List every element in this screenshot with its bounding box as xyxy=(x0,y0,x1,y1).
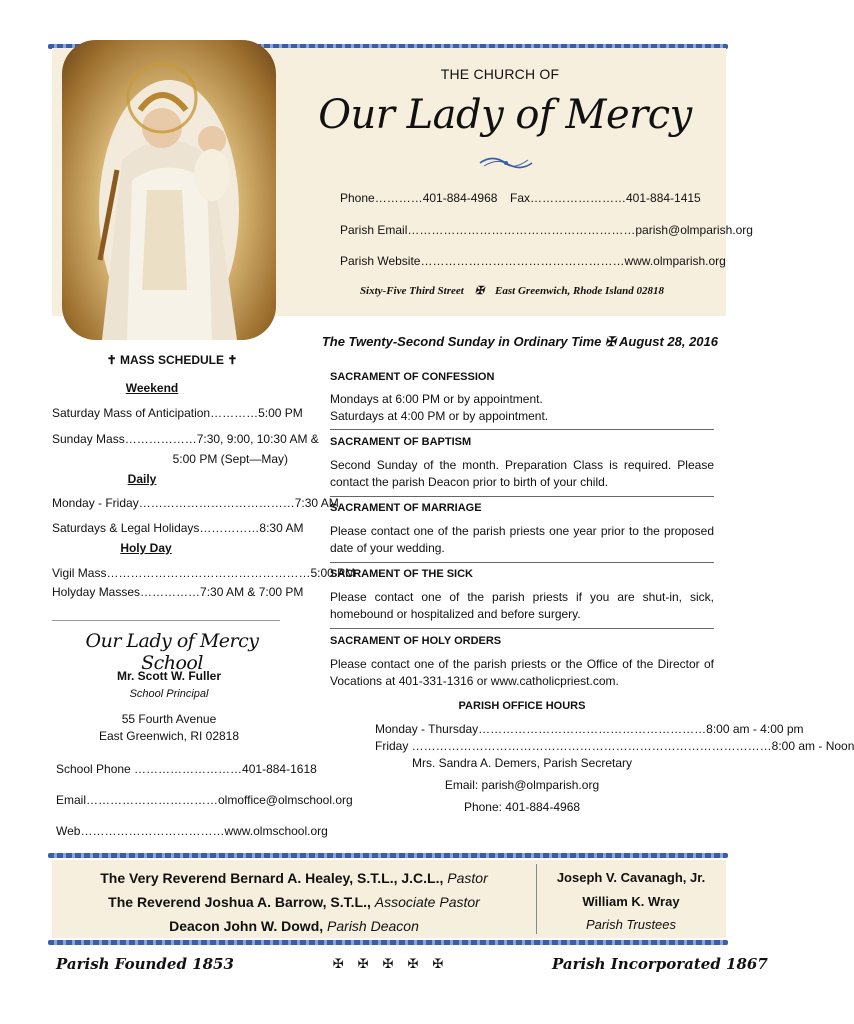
parish-founded: Parish Founded 1853 xyxy=(56,955,234,973)
weekend-heading: Weekend xyxy=(125,381,179,395)
sunday-mass-evening: 5:00 PM (Sept—May) xyxy=(172,452,288,466)
school-city: East Greenwich, RI 02818 xyxy=(98,729,240,743)
associate-role: Associate Pastor xyxy=(374,894,480,910)
daily-heading: Daily xyxy=(127,472,157,486)
deacon-line xyxy=(52,918,536,934)
marriage-heading: SACRAMENT OF MARRIAGE xyxy=(330,502,482,514)
office-hours-weekday: Monday - Thursday…………………………………………………8:00 am - 4:00 pm xyxy=(375,722,804,736)
madonna-photo xyxy=(62,40,276,340)
baptism-text: Second Sunday of the month. Preparation Class is required. Please contact the parish Deacon prior to birth of your child. xyxy=(330,458,714,489)
parish-email-line: Parish Email…………………………………………………parish@olmparish.org xyxy=(340,223,753,237)
parish-website-line: Parish Website……………………………………………www.olmparish.org xyxy=(340,254,726,268)
saturday-mass: Saturday Mass of Anticipation…………5:00 PM xyxy=(52,406,303,420)
fax-line: Fax……………………401-884-1415 xyxy=(510,191,701,205)
associate-name: The Reverend Joshua A. Barrow, S.T.L., xyxy=(108,894,371,910)
phone-line: Phone…………401-884-4968 xyxy=(340,191,498,205)
section-rule xyxy=(330,429,714,430)
parish-secretary: Mrs. Sandra A. Demers, Parish Secretary xyxy=(411,756,633,770)
parish-address xyxy=(332,284,692,297)
school-web: Web………………………………www.olmschool.org xyxy=(56,824,328,838)
holy-orders-heading: SACRAMENT OF HOLY ORDERS xyxy=(330,635,502,647)
sick-heading: SACRAMENT OF THE SICK xyxy=(330,568,473,580)
sick-text: Please contact one of the parish priests if you are shut-in, sick, homebound or hospitalized and before surgery. xyxy=(330,590,714,621)
liturgical-date: The Twenty-Second Sunday in Ordinary Time ✠ August 28, 2016 xyxy=(321,334,718,349)
city-address: East Greenwich, Rhode Island 02818 xyxy=(495,285,665,297)
office-email: Email: parish@olmparish.org xyxy=(444,778,600,792)
cross-ornaments: ✠✠✠✠✠ xyxy=(332,956,458,971)
address-separator: ✠ xyxy=(474,285,485,297)
confession-heading: SACRAMENT OF CONFESSION xyxy=(330,371,495,383)
office-hours-friday: Friday ………………………………………………………………………………8:00 am - Noon xyxy=(375,739,854,753)
school-email: Email……………………………olmoffice@olmschool.org xyxy=(56,793,353,807)
pastor-name: The Very Reverend Bernard A. Healey, S.T.L., J.C.L., xyxy=(100,870,444,886)
holyday-masses: Holyday Masses……………7:30 AM & 7:00 PM xyxy=(52,585,304,599)
school-street: 55 Fourth Avenue xyxy=(121,712,217,726)
footer-bottom-border xyxy=(48,940,728,945)
mass-schedule-title: ✝ MASS SCHEDULE ✝ xyxy=(106,353,238,367)
weekday-mass: Monday - Friday…………………………………7:30 AM xyxy=(52,496,339,510)
flourish-ornament xyxy=(478,154,534,172)
trustee-2: William K. Wray xyxy=(582,894,680,909)
pastor-line xyxy=(52,870,536,886)
school-title: Our Lady of Mercy School xyxy=(85,630,259,674)
confession-text: Mondays at 6:00 PM or by appointment. Saturdays at 4:00 PM or by appointment. xyxy=(330,392,549,423)
deacon-name: Deacon John W. Dowd, xyxy=(169,918,324,934)
church-of-label: THE CHURCH OF xyxy=(440,66,560,82)
deacon-role: Parish Deacon xyxy=(327,918,419,934)
principal-title: School Principal xyxy=(129,688,209,700)
pastor-role: Pastor xyxy=(447,870,488,886)
holy-orders-text: Please contact one of the parish priests or the Office of the Director of Vocations at 401-331-1316 or www.catholicpriest.com. xyxy=(330,657,714,688)
vigil-mass: Vigil Mass……………………………………………5:00 PM xyxy=(52,566,356,580)
footer-top-border xyxy=(48,853,728,858)
section-rule xyxy=(330,628,714,629)
holy-day-heading: Holy Day xyxy=(120,541,172,555)
marriage-text: Please contact one of the parish priests one year prior to the proposed date of your wedding. xyxy=(330,524,714,555)
sunday-mass: Sunday Mass………………7:30, 9:00, 10:30 AM & xyxy=(52,432,319,446)
office-phone: Phone: 401-884-4968 xyxy=(463,800,581,814)
church-title: Our Lady of Mercy xyxy=(318,92,692,138)
office-hours-title: PARISH OFFICE HOURS xyxy=(458,700,586,712)
street-address: Sixty-Five Third Street xyxy=(359,285,464,297)
section-rule xyxy=(330,562,714,563)
parish-incorporated: Parish Incorporated 1867 xyxy=(552,955,768,973)
trustee-1: Joseph V. Cavanagh, Jr. xyxy=(556,870,706,885)
school-phone: School Phone ………………………401-884-1618 xyxy=(56,762,317,776)
principal-name: Mr. Scott W. Fuller xyxy=(116,669,221,683)
divider xyxy=(52,620,280,621)
baptism-heading: SACRAMENT OF BAPTISM xyxy=(330,436,472,448)
saturday-holiday-mass: Saturdays & Legal Holidays……………8:30 AM xyxy=(52,521,304,535)
section-rule xyxy=(330,496,714,497)
trustees-role: Parish Trustees xyxy=(585,917,677,932)
associate-line xyxy=(52,894,536,910)
